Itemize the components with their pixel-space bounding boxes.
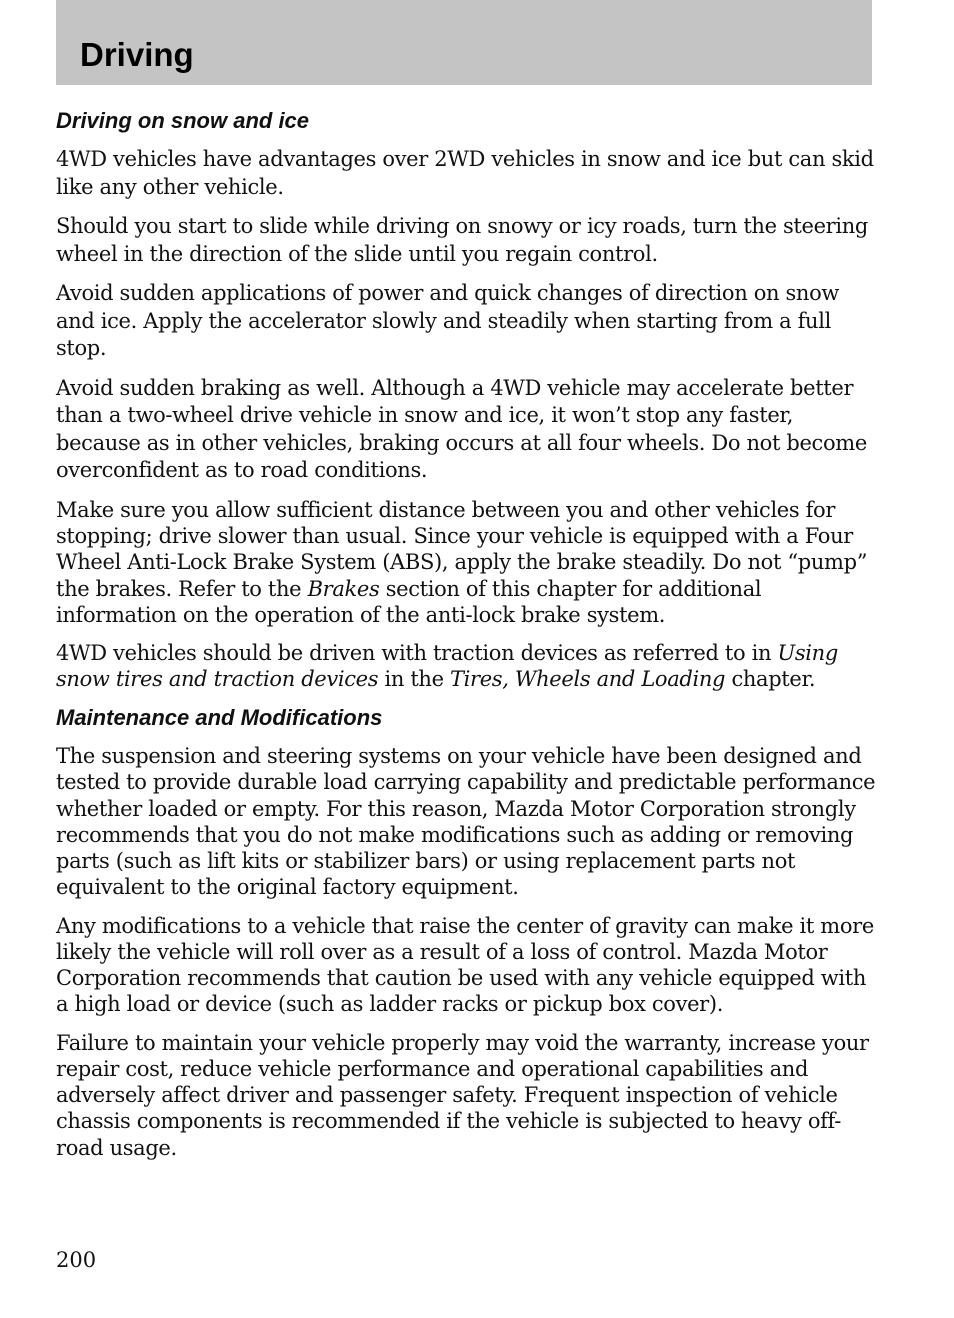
page-content	[56, 108, 876, 1173]
paragraph: Avoid sudden braking as well. Although a 4WD vehicle may accelerate better than a two-wheel drive vehicle in snow and ice, it won’t stop any faster, because as in other vehicles, braking occurs at all four wheels. Do not become overconfident as to road conditions.	[56, 375, 867, 483]
text-run: section of this chapter for additional information on the operation of the anti-lock brake system.	[56, 576, 762, 627]
text-run: in the	[378, 667, 451, 692]
paragraph: Should you start to slide while driving on snowy or icy roads, turn the steering wheel in the direction of the slide until you regain control.	[56, 214, 868, 266]
page-number: 200	[56, 1248, 97, 1272]
chapter-title: Driving	[80, 36, 194, 73]
paragraph: The suspension and steering systems on your vehicle have been designed and tested to provide durable load carrying capability and predictable performance whether loaded or empty. For this reason, Mazda Motor Corporation strongly recommends that you do not make modifications such as adding or removing parts (such as lift kits or stabilizer bars) or using replacement parts not equivalent to the original factory equipment.	[56, 744, 876, 900]
paragraph: Avoid sudden applications of power and quick changes of direction on snow and ice. Apply the accelerator slowly and steadily when starting from a full stop.	[56, 281, 840, 361]
paragraph: Any modifications to a vehicle that raise the center of gravity can make it more likely the vehicle will roll over as a result of a loss of control. Mazda Motor Corporation recommends that caution be used with any vehicle equipped with a high load or device (such as ladder racks or pickup box cover).	[56, 913, 874, 1017]
paragraph: 4WD vehicles have advantages over 2WD vehicles in snow and ice but can skid like any other vehicle.	[56, 147, 874, 199]
paragraph	[56, 640, 876, 693]
cross-reference: Tires, Wheels and Loading	[450, 667, 726, 692]
section-heading-snow-ice: Driving on snow and ice	[56, 108, 310, 133]
text-run: 4WD vehicles should be driven with traction devices as referred to in	[56, 641, 778, 666]
cross-reference: Using snow tires and traction devices	[56, 641, 838, 692]
chapter-header-bar	[56, 0, 872, 85]
text-run: Make sure you allow sufficient distance between you and other vehicles for stopping; drive slower than usual. Since your vehicle is equipped with a Four Wheel Anti-Lock Brake System (ABS), apply the brake steadily. Do not “pump” the brakes. Refer to the	[56, 497, 868, 601]
cross-reference: Brakes	[307, 576, 380, 601]
paragraph	[56, 497, 876, 628]
paragraph: Failure to maintain your vehicle properly may void the warranty, increase your repair cost, reduce vehicle performance and operational capabilities and adversely affect driver and passenger safety. Frequent inspection of vehicle chassis components is recommended if the vehicle is subjected to heavy off-road usage.	[56, 1030, 869, 1160]
section-heading-maintenance: Maintenance and Modifications	[56, 704, 383, 730]
text-run: chapter.	[725, 667, 816, 692]
